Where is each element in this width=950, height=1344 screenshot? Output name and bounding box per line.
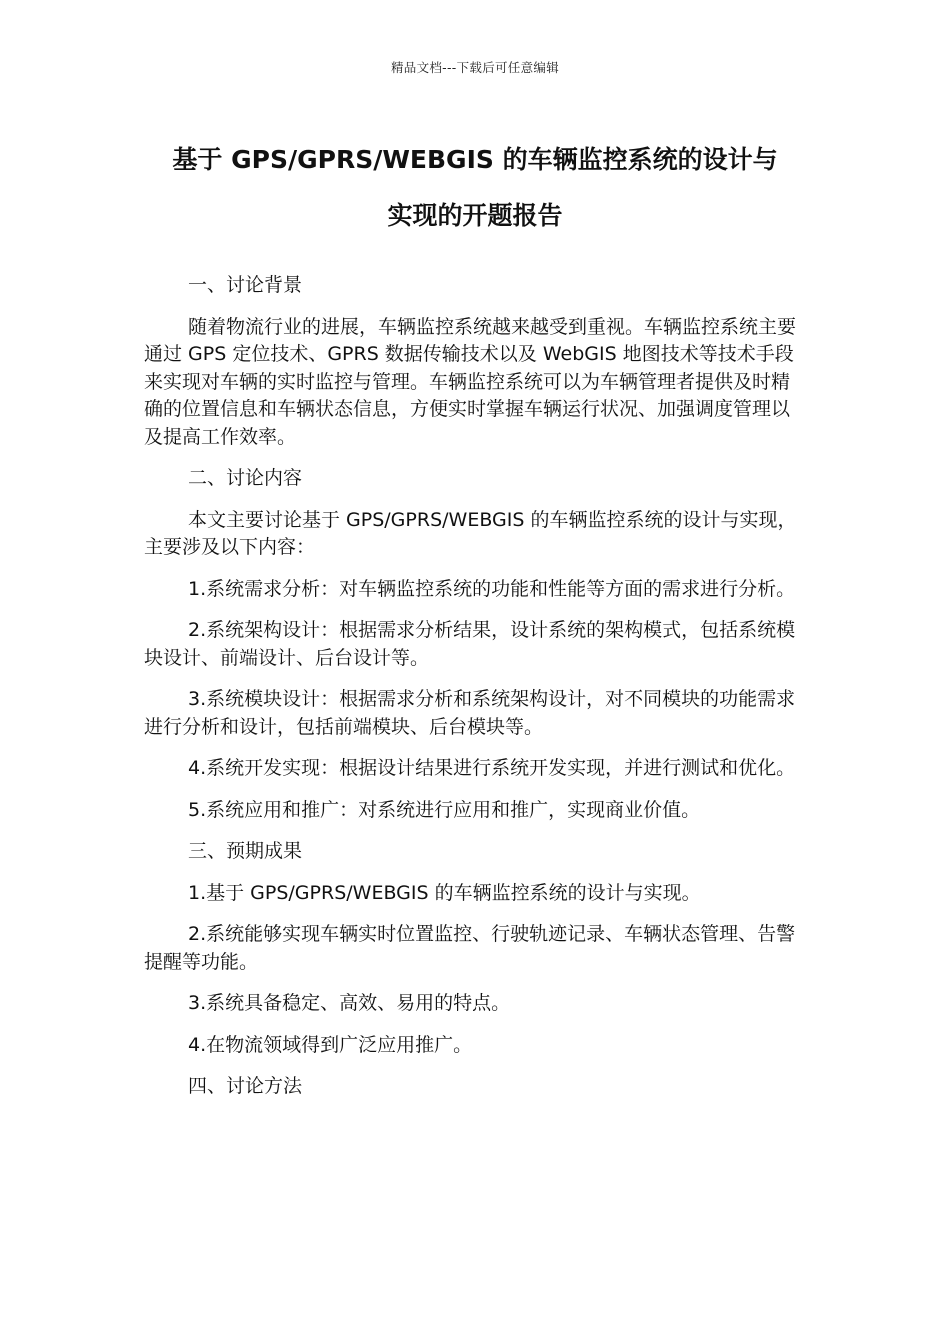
section-heading-methods: 四、讨论方法 xyxy=(188,1075,303,1097)
section-heading-content: 二、讨论内容 xyxy=(188,467,303,489)
list-item-outcome-1: 1.基于 GPS/GPRS/WEBGIS 的车辆监控系统的设计与实现。 xyxy=(188,881,701,904)
list-item-development: 4.系统开发实现：根据设计结果进行系统开发实现，并进行测试和优化。 xyxy=(188,757,796,779)
list-item-outcome-2: 2.系统能够实现车辆实时位置监控、行驶轨迹记录、车辆状态管理、告警提醒等功能。 xyxy=(144,923,796,973)
list-item-requirements: 1.系统需求分析：对车辆监控系统的功能和性能等方面的需求进行分析。 xyxy=(188,577,796,600)
section-heading-outcomes: 三、预期成果 xyxy=(188,840,303,862)
paragraph-content-intro: 本文主要讨论基于 GPS/GPRS/WEBGIS 的车辆监控系统的设计与实现，主要涉及以下内容： xyxy=(144,508,797,558)
list-item-outcome-3: 3.系统具备稳定、高效、易用的特点。 xyxy=(188,992,511,1014)
header-note: 精品文档---下载后可任意编辑 xyxy=(390,60,560,75)
list-item-application: 5.系统应用和推广：对系统进行应用和推广，实现商业价值。 xyxy=(188,798,701,821)
section-heading-background: 一、讨论背景 xyxy=(188,274,303,296)
document-title-line-2: 实现的开题报告 xyxy=(387,201,563,230)
list-item-outcome-4: 4.在物流领域得到广泛应用推广。 xyxy=(188,1033,473,1056)
paragraph-background: 随着物流行业的进展，车辆监控系统越来越受到重视。车辆监控系统主要通过 GPS 定位技术、GPRS 数据传输技术以及 WebGIS 地图技术等技术手段来实现对车辆的实时监控与管理。车辆监控系统可以为车辆管理者提供及时精确的位置信息和车辆状态信息，方便实时掌握车辆运行状况、加强调度管理以及提高工作效率。 xyxy=(144,315,797,448)
document-title-line-1: 基于 GPS/GPRS/WEBGIS 的车辆监控系统的设计与 xyxy=(172,145,778,174)
list-item-modules: 3.系统模块设计：根据需求分析和系统架构设计，对不同模块的功能需求进行分析和设计，包括前端模块、后台模块等。 xyxy=(144,688,796,738)
document-body xyxy=(144,272,806,1115)
list-item-architecture: 2.系统架构设计：根据需求分析结果，设计系统的架构模式，包括系统模块设计、前端设计、后台设计等。 xyxy=(144,619,796,669)
